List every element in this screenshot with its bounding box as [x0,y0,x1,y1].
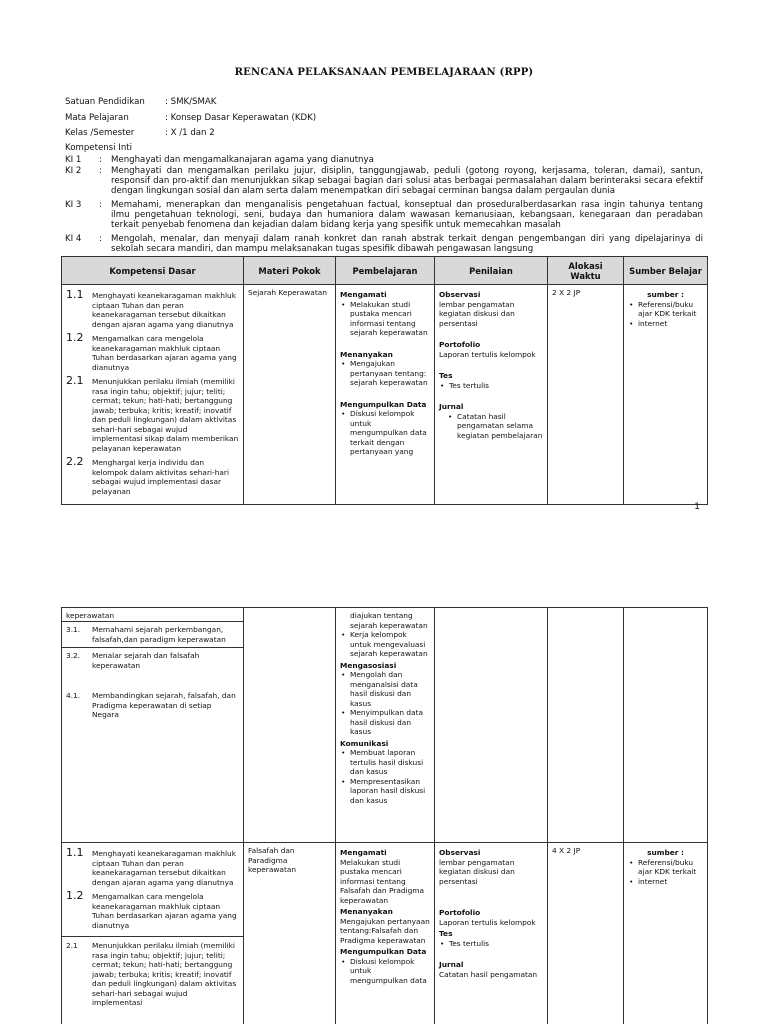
list-item: • Tes tertulis [439,381,543,391]
meta-row-satuan: Satuan Pendidikan : SMK/SMAK [65,97,217,107]
pembelajaran-cell: Mengamati • Melakukan studi pustaka mencari informasi tentang sejarah keperawatan Menanyakan • Mengajukan pertanyaan tentang: sejarah keperawatan Mengumpulkan Data • Diskusi kelompok untuk mengumpulkan data terkait dengan pertanyaan yang [336,285,435,505]
ki-3: KI 3 : Memahami, menerapkan dan menganalisis pengetahuan factual, konseptual dan proseduralberdasarkan rasa ingin tahunya tentang ilmu pengetahuan teknologi, seni, budaya dan humaniora dalam wawasan kemanusiaan, kebangsaan, kenegaraan dan peradaban terkait penyebab fenomena dan kejadian dalam bidang kerja yang spesifik untuk memecahkan masalah [65,200,703,230]
kd-item: 3.2. Menalar sejarah dan falsafah keperawatan [66,651,200,670]
list-item: • internet [628,877,703,887]
list-item: • Diskusi kelompok untuk mengumpulkan data [340,957,430,986]
kd-item: 3.1. Memahami sejarah perkembangan, falsafah,dan paradigm keperawatan [62,622,243,648]
list-item: • Referensi/buku ajar KDK terkait [628,300,703,319]
list-item: • Referensi/buku ajar KDK terkait [628,858,703,877]
table-header-row [62,257,708,285]
alokasi-cell: 4 X 2 JP [548,843,624,1024]
kd-item: 4.1. Membandingkan sejarah, falsafah, dan Pradigma keperawatan di setiap Negara [66,691,236,719]
kd-item: 1.2 Mengamalkan cara mengelola keanekaragaman makhluk ciptaan Tuhan berdasarkan ajaran agama yang dianutnya [66,331,237,372]
kd-cell: keperawatan 3.1. Memahami sejarah perkembangan, falsafah,dan paradigm keperawatan 3.2. Menalar sejarah dan falsafah keperawatan 4.1. Membandingkan sejarah, falsafah, dan Pradigma keperawatan di setiap Negara [62,608,244,843]
rpp-table-page2 [61,607,708,1024]
kd-item: 2.2 Menghargai kerja individu dan kelompok dalam aktivitas sehari-hari sebagai wujud implementasi dasar pelayanan [66,455,230,496]
list-item: • Catatan hasil pengamatan selama kegiatan pembelajaran [447,412,543,441]
ki-1: KI 1 : Menghayati dan mengamalkanajaran agama yang dianutnya [65,155,374,165]
sumber-cell: sumber : • Referensi/buku ajar KDK terkait • internet [624,285,708,505]
meta-row-mapel: Mata Pelajaran : Konsep Dasar Keperawatan (KDK) [65,113,317,123]
kd-item: 1.1 Menghayati keanekaragaman makhluk ciptaan Tuhan dan peran keanekaragaman tersebut dikaitkan dengan ajaran agama yang dianutnya [66,846,236,887]
ki-2: KI 2 : Menghayati dan mengamalkan perilaku jujur, disiplin, tanggungjawab, peduli (gotong royong, kerjasama, toleran, damai), santun, responsif dan pro-aktif dan menunjukkan sikap sebagai bagian dari solusi atas berbagai permasalahan dalam berinteraksi secara efektif dengan lingkungan sosial dan alam serta dalam menempatkan diri sebagai cerminan bangsa dalam pergaulan dunia [65,166,703,196]
header-sumber-belajar: Sumber Belajar [624,257,708,285]
list-item: • Menyimpulkan data hasil diskusi dan kasus [340,708,430,737]
pembelajaran-cell: Mengamati Melakukan studi pustaka mencari informasi tentang Falsafah dan Pradigma keperawatan Menanyakan Mengajukan pertanyaan tentang:Falsafah dan Pradigma keperawatan Mengumpulkan Data • Diskusi kelompok untuk mengumpulkan data [336,843,435,1024]
header-pembelajaran: Pembelajaran [336,257,435,285]
table-row [62,608,708,843]
kd-cell [62,285,244,505]
sumber-cell [624,608,708,843]
penilaian-cell: Observasi lembar pengamatan kegiatan diskusi dan persentasi Portofolio Laporan tertulis kelompok Tes • Tes tertulis Jurnal • Catatan hasil pengamatan selama kegiatan pembelajaran [435,285,548,505]
list-item: • Tes tertulis [439,939,543,949]
list-item: • Melakukan studi pustaka mencari informasi tentang sejarah keperawatan [340,300,430,338]
list-item: • internet [628,319,703,329]
kd-item: 1.2 Mengamalkan cara mengelola keanekaragaman makhluk ciptaan Tuhan berdasarkan ajaran agama yang dianutnya [66,889,237,930]
alokasi-cell: 2 X 2 JP [548,285,624,505]
meta-row-ki-heading: Kompetensi Inti [65,143,133,153]
alokasi-cell [548,608,624,843]
kd-item: 1.1 Menghayati keanekaragaman makhluk ciptaan Tuhan dan peran keanekaragaman tersebut dikaitkan dengan ajaran agama yang dianutnya [66,288,236,329]
penilaian-cell: Observasi lembar pengamatan kegiatan diskusi dan persentasi Portofolio Laporan tertulis kelompok Tes • Tes tertulis Jurnal Catatan hasil pengamatan [435,843,548,1024]
table-row [62,285,708,505]
kd-item: 2.1 Menunjukkan perilaku ilmiah (memiliki rasa ingin tahu; objektif; jujur; teliti; cermat; tekun; hati-hati; bertanggung jawab; terbuka; kritis; kreatif; inovatif dan peduli lingkungan) dalam aktivitas sehari-hari sebagai wujud implementasi sikap dalam memberikan pelayanan keperawatan [66,374,239,453]
meta-row-kelas: Kelas /Semester : X /1 dan 2 [65,128,215,138]
list-item: • Membuat laporan tertulis hasil diskusi dan kasus [340,748,430,777]
header-alokasi-waktu: Alokasi Waktu [548,257,624,285]
header-materi-pokok: Materi Pokok [244,257,336,285]
list-item: • Diskusi kelompok untuk mengumpulkan data terkait dengan pertanyaan yang [340,409,430,457]
list-item: • Kerja kelompok untuk mengevaluasi sejarah keperawatan [340,630,430,659]
rpp-table-page1 [61,256,708,505]
document-title: RENCANA PELAKSANAAN PEMBELAJARAAN (RPP) [234,67,534,78]
header-penilaian: Penilaian [435,257,548,285]
list-item: • Mengolah dan menganalsisi data hasil diskusi dan kasus [340,670,430,708]
header-kompetensi-dasar: Kompetensi Dasar [62,257,244,285]
materi-cell: Sejarah Keperawatan [244,285,336,505]
pembelajaran-cell: diajukan tentang sejarah keperawatan • Kerja kelompok untuk mengevaluasi sejarah keperawatan Mengasosiasi • Mengolah dan menganalsisi data hasil diskusi dan kasus • Menyimpulkan data hasil diskusi dan kasus Komunikasi • Membuat laporan tertulis hasil diskusi dan kasus • Mempresentasikan laporan hasil diskusi dan kasus [336,608,435,843]
kd-cell [62,843,244,1024]
materi-cell: Falsafah dan Paradigma keperawatan [244,843,336,1024]
materi-cell [244,608,336,843]
penilaian-cell [435,608,548,843]
page-number: 1 [694,502,700,512]
document-page-2 [0,607,768,1024]
ki-4: KI 4 : Mengolah, menalar, dan menyaji dalam ranah konkret dan ranah abstrak terkait dengan pengembangan diri yang dipelajarinya di sekolah secara mandiri, dan mampu melaksanakan tugas spesifik dibawah pengawasan langsung [65,234,703,254]
list-item: • Mengajukan pertanyaan tentang: sejarah keperawatan [340,359,430,388]
list-item: • Mempresentasikan laporan hasil diskusi dan kasus [340,777,430,806]
table-row [62,843,708,1024]
sumber-cell: sumber : • Referensi/buku ajar KDK terkait • internet [624,843,708,1024]
kd-item: 2.1 Menunjukkan perilaku ilmiah (memiliki rasa ingin tahu; objektif; jujur; teliti; cermat; tekun; hati-hati; bertanggung jawab; terbuka; kritis; kreatif; inovatif dan peduli lingkungan) dalam aktivitas sehari-hari sebagai wujud implementasi [62,936,243,1008]
